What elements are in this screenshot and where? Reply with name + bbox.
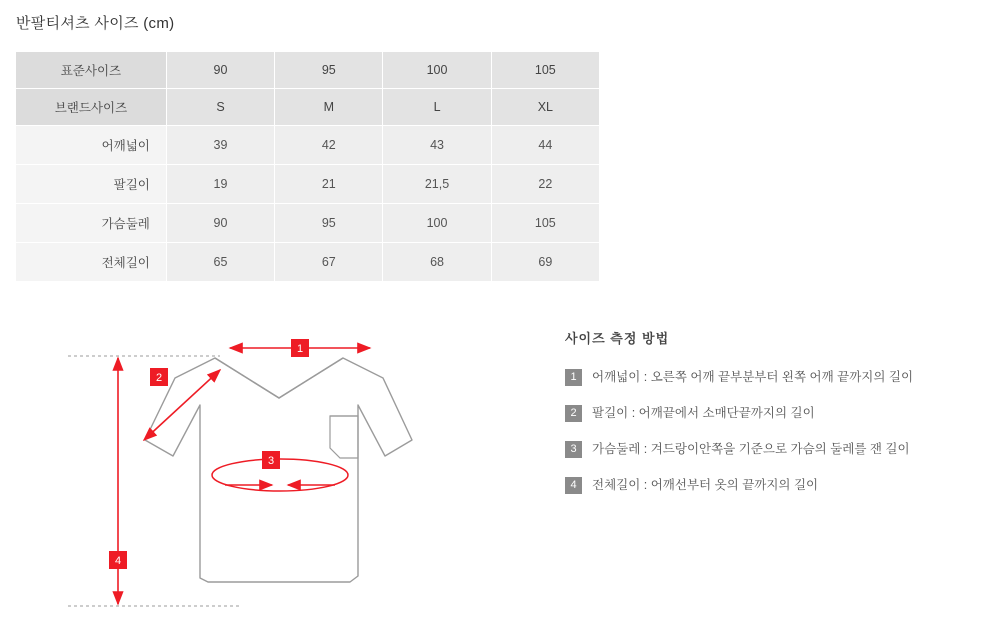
table-cell: 67	[275, 243, 383, 282]
table-cell: 90	[166, 204, 274, 243]
guide-item-text: 팔길이 : 어깨끝에서 소매단끝까지의 길이	[592, 406, 815, 420]
table-cell: 44	[491, 126, 599, 165]
table-cell: 90	[166, 52, 274, 89]
table-cell: 68	[383, 243, 491, 282]
table-cell: 69	[491, 243, 599, 282]
table-row-header: 가슴둘레	[16, 204, 166, 243]
table-row-header: 어깨넓이	[16, 126, 166, 165]
table-cell: 19	[166, 165, 274, 204]
table-row-header: 팔길이	[16, 165, 166, 204]
table-row	[16, 52, 600, 89]
guide-item-3	[565, 441, 985, 458]
tshirt-diagram-svg	[40, 320, 520, 620]
guide-item-1	[565, 369, 985, 386]
guide-number-badge: 1	[565, 369, 582, 386]
table-cell: 42	[275, 126, 383, 165]
guide-number-badge: 4	[565, 477, 582, 494]
table-cell: 22	[491, 165, 599, 204]
table-row	[16, 243, 600, 282]
tshirt-measurement-diagram	[40, 320, 520, 620]
guide-number-badge: 3	[565, 441, 582, 458]
measure-badge-3-label: 3	[267, 455, 275, 467]
table-cell: 95	[275, 204, 383, 243]
table-row	[16, 204, 600, 243]
table-cell: 21,5	[383, 165, 491, 204]
table-cell: XL	[491, 89, 599, 126]
table-row	[16, 126, 600, 165]
measurement-guide	[565, 328, 985, 513]
guide-item-text: 전체길이 : 어깨선부터 옷의 끝까지의 길이	[592, 478, 819, 492]
measure-badge-2-label: 2	[155, 372, 163, 384]
size-chart-table	[16, 52, 600, 282]
table-cell: 95	[275, 52, 383, 89]
table-cell: 105	[491, 52, 599, 89]
page-title: 반팔티셔츠 사이즈 (cm)	[16, 15, 175, 32]
guide-item-4	[565, 477, 985, 494]
table-row	[16, 165, 600, 204]
table-cell: 65	[166, 243, 274, 282]
guide-number-badge: 2	[565, 405, 582, 422]
table-cell: 21	[275, 165, 383, 204]
tshirt-outline	[145, 358, 412, 582]
measure-badge-1-label: 1	[296, 343, 304, 355]
table-cell: 43	[383, 126, 491, 165]
table-cell: S	[166, 89, 274, 126]
table-cell: 100	[383, 204, 491, 243]
table-row	[16, 89, 600, 126]
guide-item-text: 어깨넓이 : 오른쪽 어깨 끝부분부터 왼쪽 어깨 끝까지의 길이	[592, 370, 914, 384]
guide-item-text: 가슴둘레 : 겨드랑이안쪽을 기준으로 가슴의 둘레를 잰 길이	[592, 442, 910, 456]
table-cell: 105	[491, 204, 599, 243]
table-row-header: 표준사이즈	[16, 52, 166, 89]
table-cell: L	[383, 89, 491, 126]
table-cell: 39	[166, 126, 274, 165]
guide-item-2	[565, 405, 985, 422]
measure-badge-4-label: 4	[114, 555, 122, 567]
table-row-header: 브랜드사이즈	[16, 89, 166, 126]
table-cell: M	[275, 89, 383, 126]
table-row-header: 전체길이	[16, 243, 166, 282]
table-cell: 100	[383, 52, 491, 89]
guide-title: 사이즈 측정 방법	[565, 331, 670, 346]
